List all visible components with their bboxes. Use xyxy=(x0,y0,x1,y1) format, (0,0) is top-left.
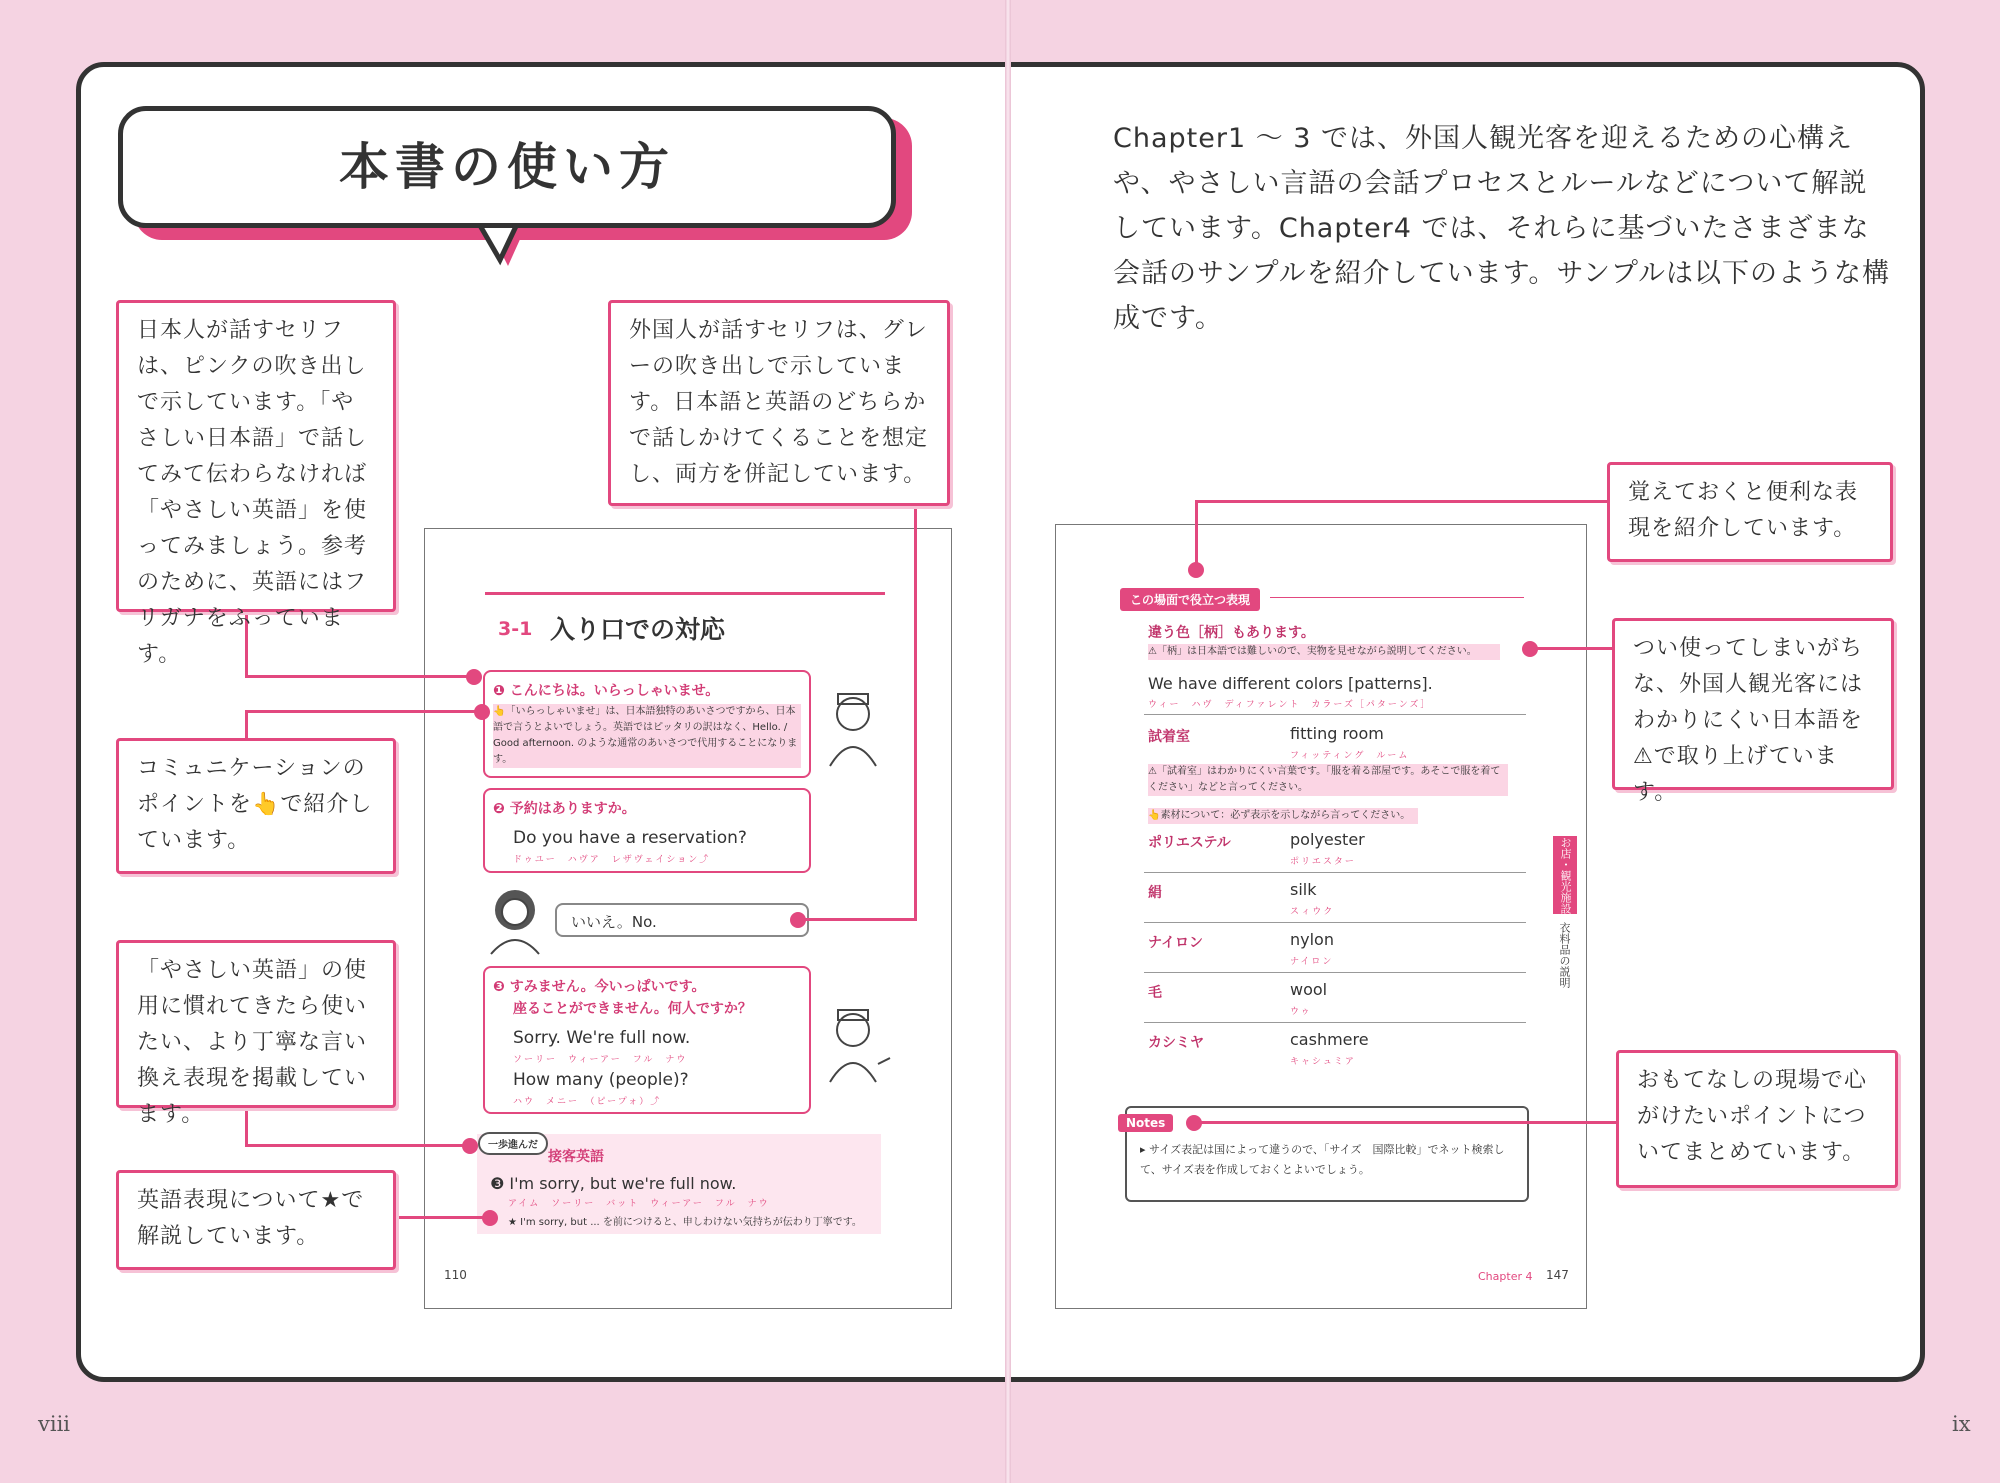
useful-line: 違う色［柄］もあります。 xyxy=(1148,625,1315,641)
connector-dot xyxy=(482,1210,498,1226)
dialog-2-english: Do you have a reservation? xyxy=(513,828,747,848)
connector-dot xyxy=(790,912,806,928)
connector-dot xyxy=(1522,641,1538,657)
hint-note: 👆素材について：必ず表示を示しながら言ってください。 xyxy=(1148,808,1418,824)
right-page-number: 147 xyxy=(1546,1268,1569,1282)
page-title: 本書の使い方 xyxy=(118,106,896,228)
page-gutter xyxy=(1005,0,1011,1483)
callout-communication-point: コミュニケーションのポイントを👆で紹介しています。 xyxy=(116,738,396,874)
callout-omotenashi: おもてなしの現場で心がけたいポイントについてまとめています。 xyxy=(1616,1050,1898,1188)
vocab-kana-5: ウゥ xyxy=(1290,1007,1312,1017)
dialog-2 xyxy=(483,788,811,873)
callout-useful-expr: 覚えておくと便利な表現を紹介しています。 xyxy=(1607,462,1893,562)
step-up-kana: アイム ソーリー バット ウィーアー フル ナウ xyxy=(508,1199,770,1209)
step-up-badge: 一歩進んだ xyxy=(478,1132,548,1155)
warning-note-2: ⚠「試着室」はわかりにくい言葉です。「服を着る部屋です。あそこで服を着てください」などと言ってください。 xyxy=(1148,764,1508,796)
connector-dot xyxy=(474,704,490,720)
useful-english: We have different colors [patterns]. xyxy=(1148,674,1433,693)
step-up-note: ★ I'm sorry, but ... を前につけると、申しわけない気持ちが伝わり丁寧です。 xyxy=(508,1217,862,1228)
vocab-kana-1: フィッティング ルーム xyxy=(1290,751,1410,761)
connector xyxy=(914,503,917,920)
connector xyxy=(800,918,917,921)
chapter-footer: Chapter 4 xyxy=(1478,1270,1533,1283)
row-divider xyxy=(1144,922,1526,923)
callout-english-note: 英語表現について★で解説しています。 xyxy=(116,1170,396,1270)
warning-note-1: ⚠「柄」は日本語では難しいので、実物を見せながら説明してください。 xyxy=(1148,644,1500,660)
section-number: 3-1 xyxy=(498,618,533,640)
vocab-ja-1: 試着室 xyxy=(1148,729,1190,745)
staff-illustration-2 xyxy=(826,1004,896,1084)
left-page-number: 110 xyxy=(444,1268,467,1282)
row-divider xyxy=(1144,1022,1526,1023)
step-up-title: 接客英語 xyxy=(548,1149,604,1165)
dialog-3-kana-2: ハウ メニー （ピープォ）⤴ xyxy=(513,1097,662,1107)
vocab-en-3: silk xyxy=(1290,880,1317,899)
dialog-1-note: 👆「いらっしゃいませ」は、日本語独特のあいさつですから、日本語で言うとよいでしょう。英語ではピッタリの訳はなく、Hello. / Good afternoon. のような通常のあいさつで代用することになります。 xyxy=(493,704,801,768)
vocab-ja-4: ナイロン xyxy=(1148,935,1204,951)
reply-bubble xyxy=(555,903,809,937)
row-divider xyxy=(1144,714,1526,715)
vocab-ja-6: カシミヤ xyxy=(1148,1035,1204,1051)
dialog-1 xyxy=(483,670,811,778)
vocab-ja-3: 絹 xyxy=(1148,885,1162,901)
connector xyxy=(245,675,481,678)
callout-hard-japanese: つい使ってしまいがちな、外国人観光客にはわかりにくい日本語を⚠で取り上げています。 xyxy=(1612,618,1894,790)
chapter-tab: お店・観光施設 xyxy=(1553,836,1577,914)
useful-expr-label: この場面で役立つ表現 xyxy=(1120,588,1260,611)
dialog-3-english-2: How many (people)? xyxy=(513,1070,689,1090)
step-up-english: ❸ I'm sorry, but we're full now. xyxy=(490,1174,737,1193)
notes-label: Notes xyxy=(1118,1114,1173,1132)
vocab-kana-3: スィウク xyxy=(1290,907,1335,917)
useful-kana: ウィー ハヴ ディファレント カラーズ［パターンズ］ xyxy=(1148,700,1432,710)
connector xyxy=(245,1144,473,1147)
connector-dot xyxy=(462,1138,478,1154)
connector xyxy=(245,710,248,738)
staff-illustration-1 xyxy=(826,688,880,768)
dialog-3 xyxy=(483,966,811,1114)
notes-text: ▸ サイズ表記は国によって違うので、「サイズ 国際比較」でネット検索して、サイズ表を作成しておくとよいでしょう。 xyxy=(1140,1143,1505,1176)
connector xyxy=(1530,647,1614,650)
connector-dot xyxy=(1186,1115,1202,1131)
row-divider xyxy=(1144,872,1526,873)
row-divider xyxy=(1144,972,1526,973)
vocab-kana-2: ポリエスター xyxy=(1290,857,1356,867)
callout-japanese-speech: 日本人が話すセリフは、ピンクの吹き出しで示しています。「やさしい日本語」で話してみて伝わらなければ「やさしい英語」を使ってみましょう。参考のために、英語にはフリガナをふっています。 xyxy=(116,300,396,612)
dialog-1-japanese: ❶ こんにちは。いらっしゃいませ。 xyxy=(493,683,720,699)
connector xyxy=(245,710,481,713)
vocab-kana-4: ナイロン xyxy=(1290,957,1334,967)
dialog-3-english-1: Sorry. We're full now. xyxy=(513,1028,691,1048)
connector xyxy=(1195,500,1198,568)
vocab-ja-5: 毛 xyxy=(1148,985,1162,1001)
vocab-en-2: polyester xyxy=(1290,830,1365,849)
connector xyxy=(245,1108,248,1146)
vocab-en-6: cashmere xyxy=(1290,1030,1369,1049)
connector-dot xyxy=(466,669,482,685)
guest-illustration xyxy=(487,884,543,956)
label-rule xyxy=(1270,597,1524,598)
vocab-en-5: wool xyxy=(1290,980,1328,999)
vocab-en-1: fitting room xyxy=(1290,724,1384,743)
vocab-ja-2: ポリエステル xyxy=(1148,835,1231,851)
dialog-3-japanese-1: ❸ すみません。今いっぱいです。 xyxy=(493,979,706,995)
chapter-tab-sub: 衣料品の説明 xyxy=(1558,922,1571,988)
vocab-kana-6: キャシュミア xyxy=(1290,1057,1356,1067)
vocab-en-4: nylon xyxy=(1290,930,1334,949)
callout-foreign-speech: 外国人が話すセリフは、グレーの吹き出しで示しています。日本語と英語のどちらかで話しかけてくることを想定し、両方を併記しています。 xyxy=(608,300,950,506)
connector xyxy=(394,1216,490,1219)
callout-polite-english: 「やさしい英語」の使用に慣れてきたら使いたい、より丁寧な言い換え表現を掲載しています。 xyxy=(116,940,396,1108)
dialog-2-kana: ドゥユー ハヴア レザヴェイション⤴ xyxy=(513,855,711,865)
folio-left: viii xyxy=(38,1412,71,1436)
connector-dot xyxy=(1188,562,1204,578)
folio-right: ix xyxy=(1952,1412,1971,1436)
dialog-3-japanese-2: 座ることができません。何人ですか？ xyxy=(513,1001,752,1017)
connector xyxy=(1194,1121,1618,1124)
intro-paragraph: Chapter1 ～ 3 では、外国人観光客を迎えるための心構えや、やさしい言語の会話プロセスとルールなどについて解説しています。Chapter4 では、それらに基づいたさまざまな会話のサンプルを紹介しています。サンプルは以下のような構成です。 xyxy=(1113,123,1890,334)
connector xyxy=(1195,500,1607,503)
reply-text: いいえ。No. xyxy=(571,913,657,931)
section-title: 入り口での対応 xyxy=(550,615,726,644)
dialog-2-japanese: ❷ 予約はありますか。 xyxy=(493,801,636,817)
title-bubble-tail xyxy=(470,222,540,272)
section-rule xyxy=(485,592,885,595)
dialog-3-kana-1: ソーリー ウィーアー フル ナウ xyxy=(513,1055,688,1065)
